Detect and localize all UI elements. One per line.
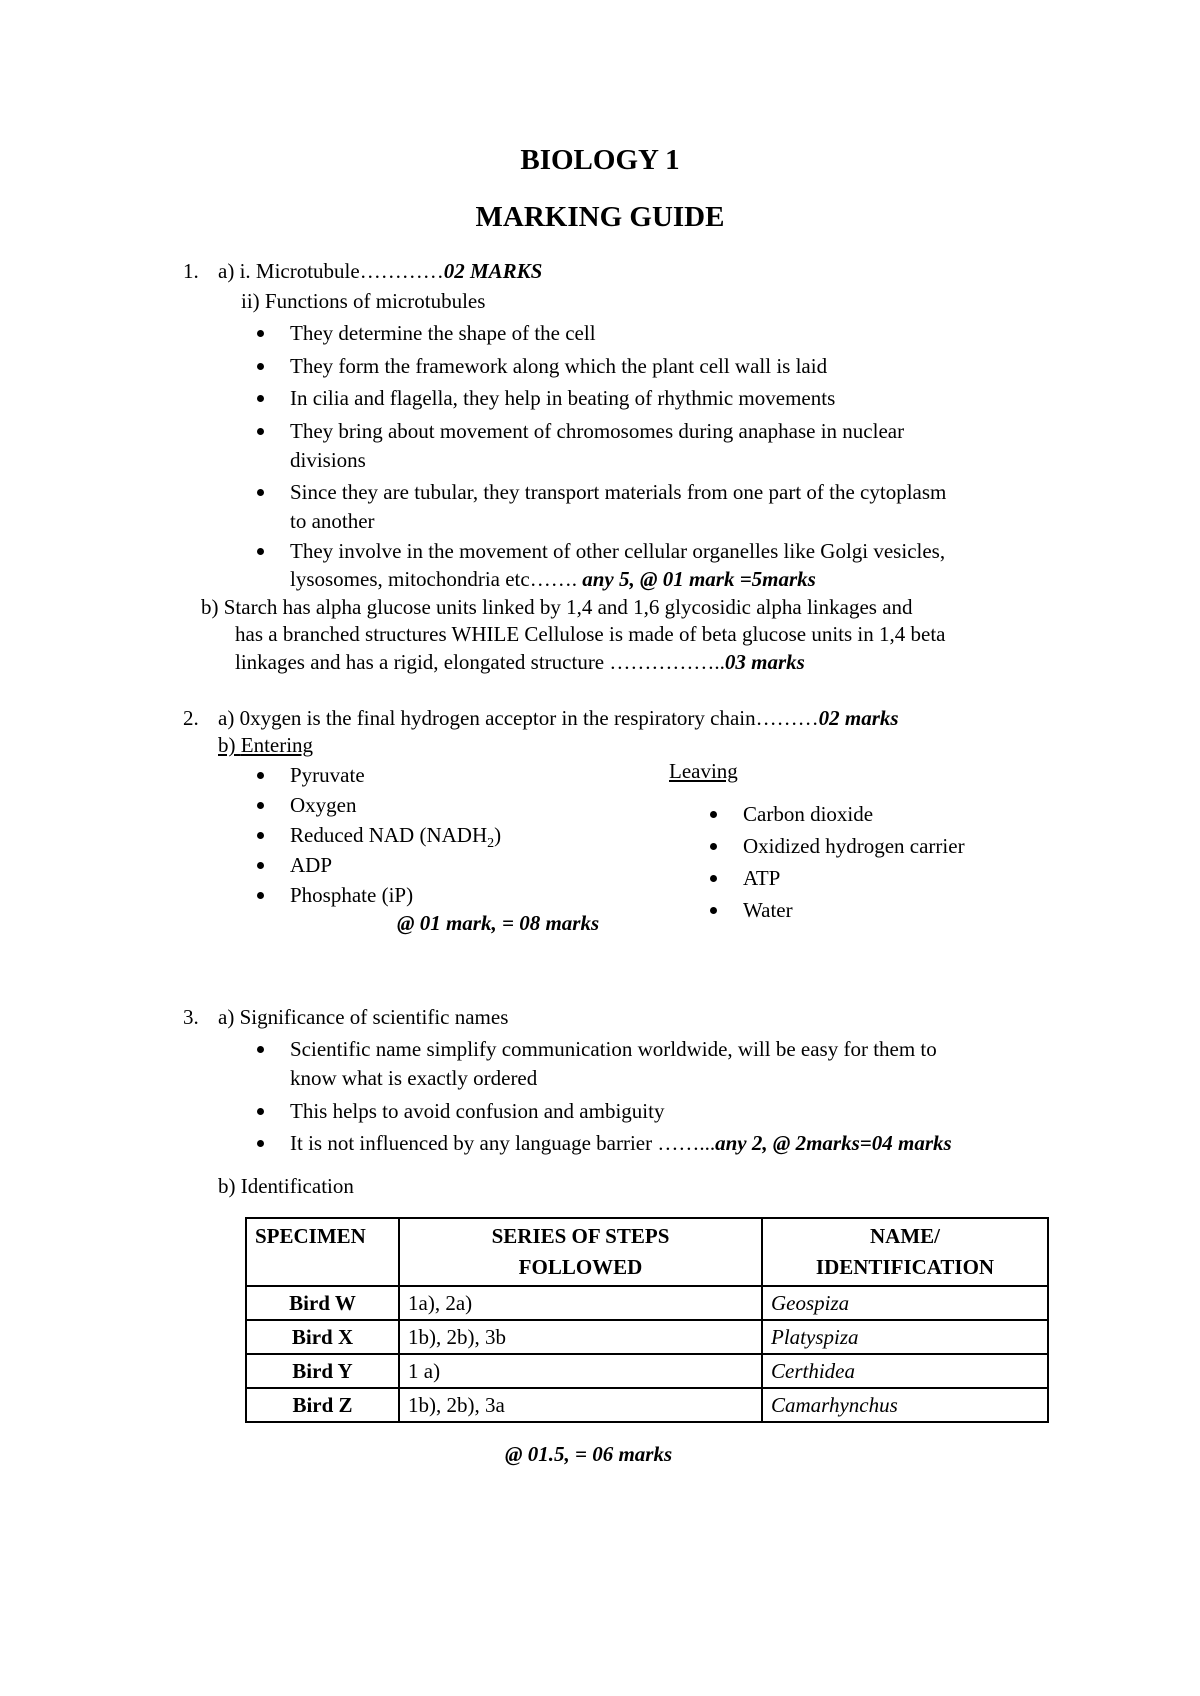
leaving-item-3: ATP (743, 866, 781, 890)
specimen-cell: Bird W (246, 1286, 399, 1320)
q3-bullet-3 (290, 1129, 952, 1158)
q1-b-marks: 03 marks (724, 650, 805, 674)
table-header-row (246, 1218, 1048, 1286)
bullet-icon (710, 875, 717, 882)
q1-bullet-6: They involve in the movement of other cellular organelles like Golgi vesicles, (290, 539, 946, 563)
nadh-subscript: 2 (487, 836, 495, 852)
q1-bullet-1: They determine the shape of the cell (290, 321, 596, 345)
steps-cell: 1a), 2a) (399, 1286, 762, 1320)
q1-b-line-1: b) Starch has alpha glucose units linked by 1,4 and 1,6 glycosidic alpha linkages and (201, 595, 913, 619)
header-specimen: SPECIMEN (246, 1218, 399, 1286)
specimen-cell: Bird Z (246, 1388, 399, 1422)
q1-number: 1. (183, 259, 199, 283)
identification-cell: Certhidea (762, 1354, 1048, 1388)
bullet-icon (710, 907, 717, 914)
bullet-icon (257, 1108, 264, 1115)
q2-a-marks: 02 marks (818, 706, 899, 730)
entering-heading: Entering (240, 733, 314, 757)
q1-a-i (218, 257, 542, 286)
bullet-icon (257, 395, 264, 402)
table-row (246, 1286, 1048, 1320)
q1-bullet-6-text: lysosomes, mitochondria etc……. (290, 567, 577, 591)
header-name-line-2: IDENTIFICATION (815, 1255, 995, 1279)
specimen-cell: Bird X (246, 1320, 399, 1354)
q2-b (218, 731, 313, 760)
q3-a-marks: any 2, @ 2marks=04 marks (715, 1131, 952, 1155)
table-row (246, 1354, 1048, 1388)
q2-b-marks: @ 01 mark, = 08 marks (397, 911, 600, 935)
specimen-cell: Bird Y (246, 1354, 399, 1388)
bullet-icon (257, 330, 264, 337)
q1-bullet-6-cont (290, 565, 816, 594)
q1-bullet-5-cont: to another (290, 509, 375, 533)
bullet-icon (257, 892, 264, 899)
q1-a-ii: ii) Functions of microtubules (241, 289, 486, 313)
identification-cell: Platyspiza (762, 1320, 1048, 1354)
identification-cell: Geospiza (762, 1286, 1048, 1320)
q1-b-line-3 (235, 648, 805, 677)
q1-b-line-2: has a branched structures WHILE Cellulose is made of beta glucose units in 1,4 beta (235, 622, 946, 646)
entering-item-1: Pyruvate (290, 763, 365, 787)
bullet-icon (257, 1140, 264, 1147)
header-name (762, 1218, 1048, 1286)
bullet-icon (257, 802, 264, 809)
q3-number: 3. (183, 1005, 199, 1029)
q3-a: a) Significance of scientific names (218, 1005, 509, 1029)
entering-item-2: Oxygen (290, 793, 357, 817)
leaving-item-1: Carbon dioxide (743, 802, 874, 826)
q1-b-text: linkages and has a rigid, elongated structure …………….. (235, 650, 725, 674)
bullet-icon (257, 363, 264, 370)
nadh-close: ) (494, 823, 502, 847)
q2-number: 2. (183, 706, 199, 730)
header-name-line-1: NAME/ (870, 1224, 940, 1248)
bullet-icon (710, 843, 717, 850)
entering-item-4: ADP (290, 853, 333, 877)
q3-bullet-1-cont: know what is exactly ordered (290, 1066, 538, 1090)
q2-a (218, 704, 899, 733)
q1-bullet-2: They form the framework along which the plant cell wall is laid (290, 354, 828, 378)
table-row (246, 1388, 1048, 1422)
q1-bullet-4: They bring about movement of chromosomes during anaphase in nuclear (290, 419, 905, 443)
header-series-line-2: FOLLOWED (518, 1255, 643, 1279)
table-row (246, 1320, 1048, 1354)
header-series (399, 1218, 762, 1286)
bullet-icon (710, 811, 717, 818)
document-subtitle: MARKING GUIDE (475, 201, 725, 233)
q1-a-i-text: a) i. Microtubule………… (218, 259, 444, 283)
q3-b: b) Identification (218, 1174, 354, 1198)
bullet-icon (257, 489, 264, 496)
q3-b-marks: @ 01.5, = 06 marks (505, 1442, 673, 1466)
q1-bullet-4-cont: divisions (290, 448, 366, 472)
leaving-item-2: Oxidized hydrogen carrier (743, 834, 965, 858)
entering-item-3-text: Reduced NAD (NADH (290, 823, 488, 847)
header-series-line-1: SERIES OF STEPS (491, 1224, 670, 1248)
q3-bullet-3-text: It is not influenced by any language barrier ……... (290, 1131, 716, 1155)
identification-cell: Camarhynchus (762, 1388, 1048, 1422)
bullet-icon (257, 1046, 264, 1053)
q3-bullet-1: Scientific name simplify communication worldwide, will be easy for them to (290, 1037, 937, 1061)
entering-item-5: Phosphate (iP) (290, 883, 414, 907)
bullet-icon (257, 548, 264, 555)
leaving-item-4: Water (743, 898, 793, 922)
q1-a-i-marks: 02 MARKS (443, 259, 543, 283)
steps-cell: 1b), 2b), 3b (399, 1320, 762, 1354)
leaving-heading: Leaving (669, 759, 738, 783)
bullet-icon (257, 428, 264, 435)
bullet-icon (257, 772, 264, 779)
bullet-icon (257, 832, 264, 839)
q1-bullet-3: In cilia and flagella, they help in beating of rhythmic movements (290, 386, 836, 410)
bullet-icon (257, 862, 264, 869)
q2-b-prefix: b) (218, 733, 236, 757)
q1-bullet-5: Since they are tubular, they transport materials from one part of the cytoplasm (290, 480, 947, 504)
q1-a-ii-marks: any 5, @ 01 mark =5marks (582, 567, 816, 591)
steps-cell: 1 a) (399, 1354, 762, 1388)
document-title: BIOLOGY 1 (520, 144, 680, 176)
steps-cell: 1b), 2b), 3a (399, 1388, 762, 1422)
q3-bullet-2: This helps to avoid confusion and ambiguity (290, 1099, 665, 1123)
q2-a-text: a) 0xygen is the final hydrogen acceptor in the respiratory chain……… (218, 706, 819, 730)
identification-table (245, 1217, 1049, 1423)
